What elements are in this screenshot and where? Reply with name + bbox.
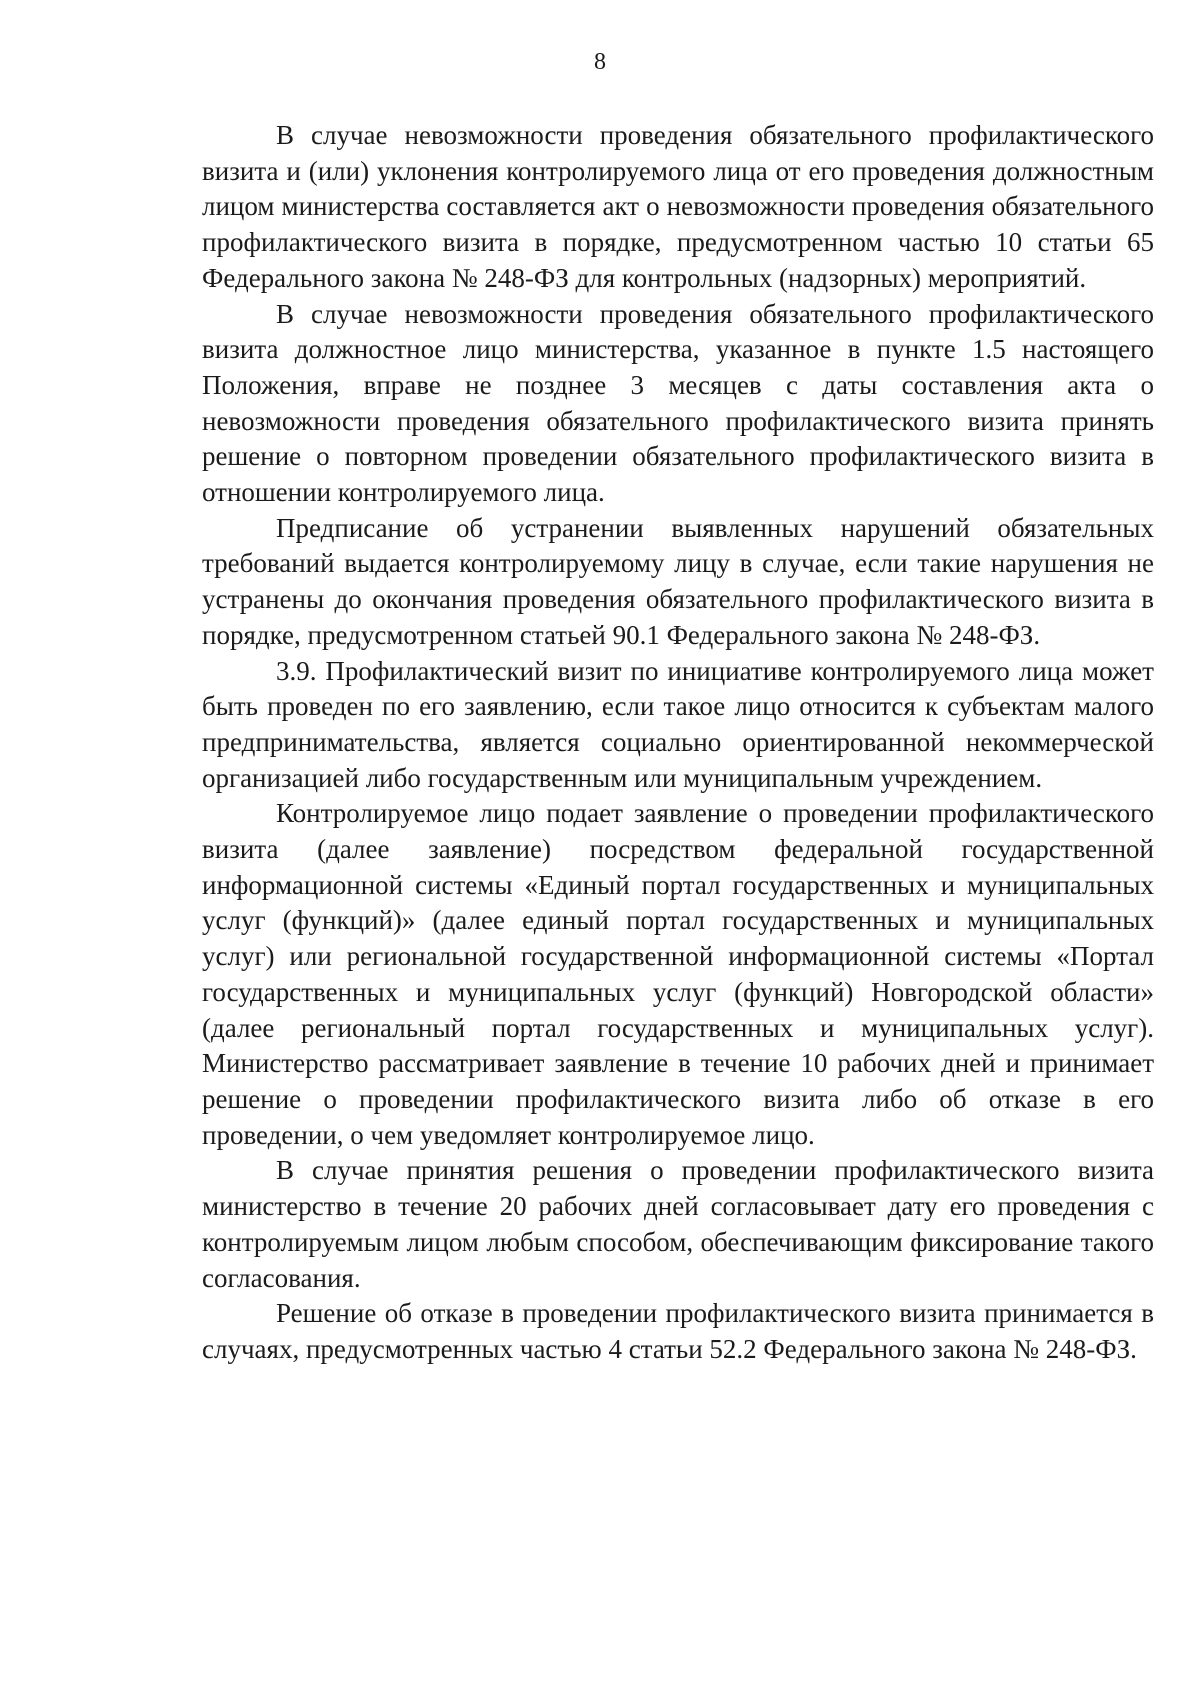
paragraph-refusal-decision: Решение об отказе в проведении профилактического визита принимается в случаях, предусмотренных частью 4 статьи 52.2 Федерального закона № 248-ФЗ. bbox=[202, 1298, 1154, 1364]
paragraph-clause-3-9: 3.9. Профилактический визит по инициативе контролируемого лица может быть проведен по его заявлению, если такое лицо относится к субъектам малого предпринимательства, является социально ориентированной некоммерческой организацией либо государственным или муниципальным учреждением. bbox=[202, 655, 1154, 793]
paragraph-date-agreement: В случае принятия решения о проведении профилактического визита министерство в течение 20 рабочих дней согласовывает дату его проведения с контролируемым лицом любым способом, обеспечивающим фиксирование такого согласования. bbox=[202, 1155, 1154, 1293]
paragraph-impossible-visit-act: В случае невозможности проведения обязательного профилактического визита и (или) уклонения контролируемого лица от его проведения должностным лицом министерства составляется акт о невозможности проведения обязательного профилактического визита в порядке, предусмотренном частью 10 статьи 65 Федерального закона № 248-ФЗ для контрольных (надзорных) мероприятий. bbox=[202, 120, 1154, 293]
paragraph-repeat-visit-decision: В случае невозможности проведения обязательного профилактического визита должностное лицо министерства, указанное в пункте 1.5 настоящего Положения, вправе не позднее 3 месяцев с даты составления акта о невозможности проведения обязательного профилактического визита принять решение о повторном проведении обязательного профилактического визита в отношении контролируемого лица. bbox=[202, 298, 1154, 508]
document-body bbox=[202, 118, 1154, 1368]
page-number: 8 bbox=[594, 49, 606, 75]
paragraph-violation-order: Предписание об устранении выявленных нарушений обязательных требований выдается контролируемому лицу в случае, если такие нарушения не устранены до окончания проведения обязательного профилактического визита в порядке, предусмотренном статьей 90.1 Федерального закона № 248-ФЗ. bbox=[202, 512, 1154, 650]
paragraph-application-submission: Контролируемое лицо подает заявление о проведении профилактического визита (далее заявление) посредством федеральной государственной информационной системы «Единый портал государственных и муниципальных услуг (функций)» (далее единый портал государственных и муниципальных услуг) или региональной государственной информационной системы «Портал государственных и муниципальных услуг (функций) Новгородской области» (далее региональный портал государственных и муниципальных услуг). Министерство рассматривает заявление в течение 10 рабочих дней и принимает решение о проведении профилактического визита либо об отказе в его проведении, о чем уведомляет контролируемое лицо. bbox=[202, 798, 1154, 1150]
